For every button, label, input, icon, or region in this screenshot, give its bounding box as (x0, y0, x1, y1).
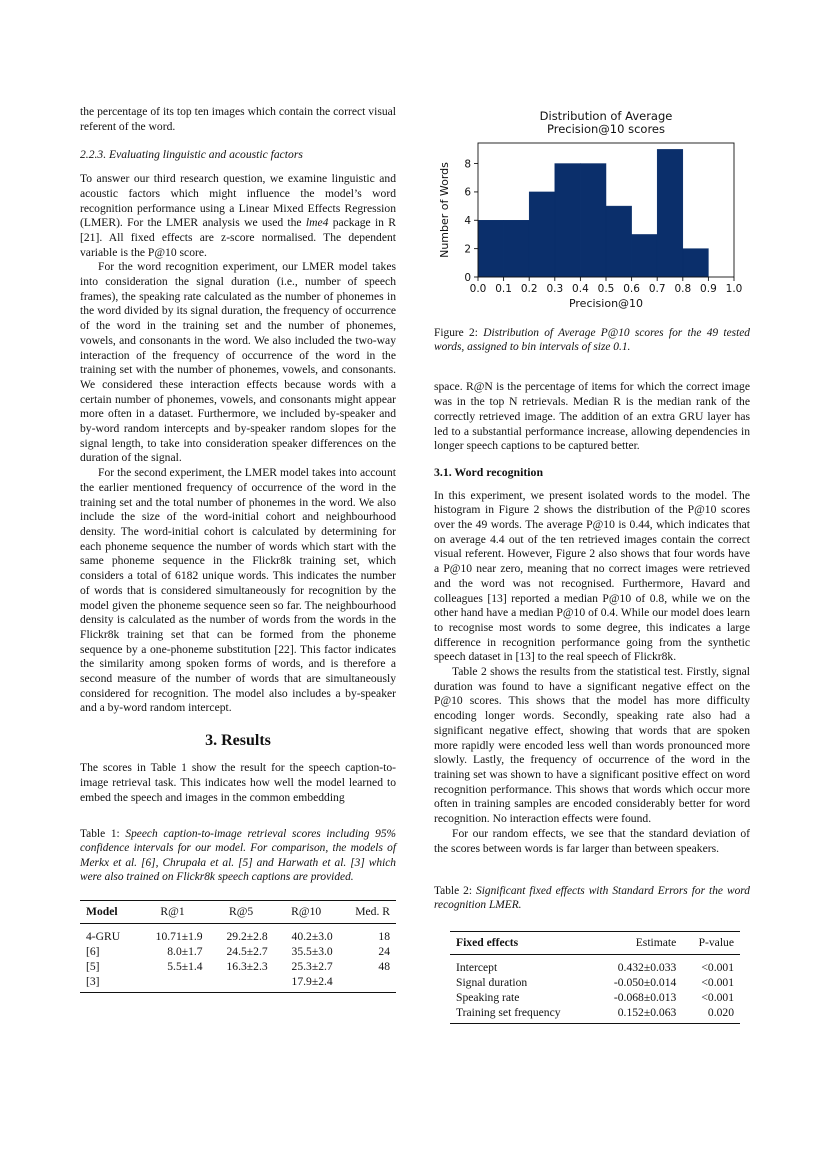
figure2-caption (434, 326, 750, 354)
table-cell (209, 974, 274, 993)
section-heading-results: 3. Results (205, 732, 271, 750)
paragraph-word-recognition-model: For the word recognition experiment, our LMER model takes into consideration the signal duration (i.e., number of speech frames), the speaking rate calculated as the number of phonemes in the word divided by its signal duration, the frequency of occurrence of the word in the training set and the number of phonemes, vowels, and consonants in the word. We also included the two-way interaction of the frequency of occurrence of the word in the training set with the number of phonemes, vowels, and consonants. We considered these interaction effects because words with a certain number of phonemes, vowels, and consonants might appear more often in a dataset. Furthermore, we included by-speaker and by-word random intercepts and by-speaker random slopes for the signal length, to take into consideration speaker differences on the duration of the signal. (80, 260, 396, 465)
table-cell: -0.068±0.013 (613, 990, 677, 1004)
table-cell: 17.9±2.4 (291, 975, 333, 989)
table-row (450, 975, 740, 990)
table-cell: <0.001 (701, 975, 734, 989)
paragraph-results: The scores in Table 1 show the result for the speech caption-to-image retrieval task. This indicates how well the model learned to embed the speech and images in the common embedding (80, 761, 396, 804)
left-column (80, 105, 396, 993)
table-row (80, 944, 396, 959)
table1-caption (80, 827, 396, 884)
table-cell: 8.0±1.7 (167, 945, 203, 959)
intro-paragraph: the percentage of its top ten images which contain the correct visual referent of the word. (80, 105, 396, 133)
table-cell: 24 (378, 945, 390, 959)
paragraph-lmer (80, 172, 396, 260)
table-cell: [6] (86, 945, 100, 959)
histogram-bar (657, 149, 683, 277)
subsection-heading-word-recognition: 3.1. Word recognition (434, 464, 544, 479)
table1-header: Model (86, 905, 118, 919)
paragraph-metrics: space. R@N is the percentage of items for which the correct image was in the top N retrievals. Median R is the median rank of the correctly retrieved image. The addition of an extra GRU layer has led to a substantial performance increase, allowing dependencies in longer speech captions to be captured better. (434, 380, 750, 453)
y-tick-label: 6 (464, 186, 471, 199)
table1-caption-text: Speech caption-to-image retrieval scores including 95% confidence intervals for our model. For comparison, the models of Merkx et al. [6], Chrupała et al. [5] and Harwath et al. [3] which were also trained on Flickr8k speech captions are provided. (80, 828, 396, 883)
chart-title: Distribution of Average (539, 109, 673, 123)
table-cell: [5] (86, 960, 100, 974)
table-row (80, 959, 396, 974)
table-cell: <0.001 (701, 960, 734, 974)
y-tick-label: 4 (464, 215, 471, 228)
table-cell: -0.050±0.014 (613, 975, 677, 989)
table-cell: 4-GRU (86, 930, 121, 944)
x-tick-label: 0.2 (520, 283, 538, 295)
histogram-bar (580, 164, 606, 277)
table-cell: <0.001 (701, 990, 734, 1004)
table2-caption-text: Significant fixed effects with Standard Errors for the word recognition LMER. (434, 885, 750, 912)
paragraph-lmer-b: package in R [21]. All fixed effects are z-score normalised. The dependent variable is the P@10 score. (80, 216, 397, 259)
table-cell: 16.3±2.3 (226, 960, 268, 974)
x-tick-label: 0.5 (597, 283, 615, 295)
x-tick-label: 0.4 (572, 283, 589, 295)
table-cell: 0.020 (707, 1005, 734, 1019)
table-row (450, 990, 740, 1005)
table-cell: [3] (86, 975, 100, 989)
table2 (450, 931, 740, 1024)
table-row (80, 924, 396, 945)
y-axis-label: Number of Words (438, 162, 451, 258)
table2-header: P-value (698, 935, 734, 949)
table1 (80, 900, 396, 993)
table-cell: 48 (378, 960, 390, 974)
histogram-chart (434, 105, 750, 320)
table-cell: 25.3±2.7 (291, 960, 333, 974)
table2-label: Table 2: (434, 885, 477, 898)
table-cell: Training set frequency (456, 1005, 561, 1019)
y-tick-label: 0 (464, 271, 471, 284)
x-tick-label: 0.7 (648, 283, 666, 295)
table1-header: R@10 (291, 905, 322, 919)
table-cell: 40.2±3.0 (291, 930, 333, 944)
table-cell: Intercept (456, 960, 498, 974)
subsubsection-heading: 2.2.3. Evaluating linguistic and acoustic factors (80, 148, 303, 162)
figure-2 (434, 105, 750, 320)
x-tick-label: 0.9 (700, 283, 717, 295)
paragraph-random-effects: For our random effects, we see that the standard deviation of the scores between words is far larger than between speakers. (434, 826, 750, 855)
chart-title: Precision@10 scores (547, 122, 665, 136)
table-cell: 0.432±0.033 (617, 960, 677, 974)
table-cell: Speaking rate (456, 990, 520, 1004)
table-cell: 29.2±2.8 (226, 930, 268, 944)
x-tick-label: 0.0 (469, 283, 487, 295)
histogram-bar (555, 164, 581, 277)
histogram-bar (632, 234, 658, 277)
x-axis-label: Precision@10 (568, 297, 644, 310)
table-cell: Signal duration (456, 975, 528, 989)
table-row (450, 954, 740, 975)
figure2-caption-text: Distribution of Average P@10 scores for the 49 tested words, assigned to bin intervals of size 0.1. (434, 327, 750, 354)
table-cell: 10.71±1.9 (155, 930, 203, 944)
table1-header: Med. R (355, 905, 390, 919)
table-cell: 35.5±3.0 (291, 945, 333, 959)
histogram-bar (683, 249, 709, 277)
table-cell: 18 (378, 930, 390, 944)
histogram-bar (529, 192, 555, 277)
right-column (434, 105, 750, 1024)
paragraph-second-experiment: For the second experiment, the LMER model takes into account the earlier mentioned frequency of occurrence of the word in the training set and the total number of phonemes in the word. We also include the size of the word-initial cohort and neighbourhood density. The word-initial cohort is calculated by determining for each phoneme sequence the number of words which start with the same phoneme sequence in the Flickr8k training set, which considers a total of 6182 unique words. This indicates the number of words that is considered simultaneously for recognition by the model given the phoneme sequence seen so far. The neighbourhood density is calculated as the number of words from the words in the Flickr8k training set that can be formed from the phoneme sequence by a one-phoneme substitution [22]. This factor indicates the similarity among spoken forms of words, and is therefore a second measure of the number of words that are simultaneously considered for recognition. The model also includes a by-speaker and a by-word random intercept. (80, 466, 396, 715)
table-row (80, 974, 396, 993)
histogram-bar (478, 220, 504, 277)
y-tick-label: 8 (464, 158, 471, 171)
table2-header: Fixed effects (456, 935, 519, 949)
table-cell: 0.152±0.063 (617, 1005, 677, 1019)
table2-caption (434, 884, 750, 912)
y-tick-label: 2 (464, 243, 471, 256)
table-row (450, 1005, 740, 1024)
x-tick-label: 0.1 (495, 283, 512, 295)
package-name: lme4 (305, 216, 329, 230)
table1-header: R@1 (160, 905, 185, 919)
table2-header: Estimate (635, 935, 677, 949)
histogram-bar (606, 206, 632, 277)
paragraph-lmer-a: To answer our third research question, we examine linguistic and acoustic factors which might influence the model’s word recognition performance using a Linear Mixed Effects Regression (LMER). For the LMER analysis we used the (80, 172, 396, 230)
table-cell: 5.5±1.4 (167, 960, 203, 974)
table1-header: R@5 (229, 905, 254, 919)
paragraph-table2-results: Table 2 shows the results from the statistical test. Firstly, signal duration was found to have a significant negative effect on the P@10 scores. This shows that the model has more difficulty encoding longer words. Secondly, speaking rate also had a significant negative effect, showing that words that are spoken more rapidly were encoded less well than words pronounced more slowly. Lastly, the frequency of occurrence of the word in the training set was shown to have a significant positive effect on word recognition performance. This shows that words which occur more often in training samples are encoded considerably better for word recognition. No interaction effects were found. (434, 665, 750, 826)
x-tick-label: 0.3 (546, 283, 564, 295)
histogram-bar (504, 220, 530, 277)
table1-label: Table 1: (80, 828, 126, 841)
figure2-label: Figure 2: (434, 327, 484, 339)
x-tick-label: 0.6 (623, 283, 640, 295)
table-cell (136, 974, 208, 993)
x-tick-label: 1.0 (725, 283, 743, 295)
table-cell (339, 974, 396, 993)
paragraph-experiment: In this experiment, we present isolated words to the model. The histogram in Figure 2 shows the distribution of the P@10 scores over the 49 words. The average P@10 is 0.44, which indicates that on average 4.4 out of the ten retrieved images contain the correct visual referent. However, Figure 2 also shows that four words have a P@10 near zero, meaning that no correct images were retrieved and the word was not recognised. Furthermore, Havard and colleagues [13] reported a median P@10 of 0.8, while we on the other hand have a median P@10 of 0.4. While our model does learn to recognise most words to some degree, this indicates a large difference in recognition performance going from the synthetic speech dataset in [13] to the real speech of Flickr8k. (434, 488, 750, 664)
table-cell: 24.5±2.7 (226, 945, 268, 959)
x-tick-label: 0.8 (674, 283, 692, 295)
